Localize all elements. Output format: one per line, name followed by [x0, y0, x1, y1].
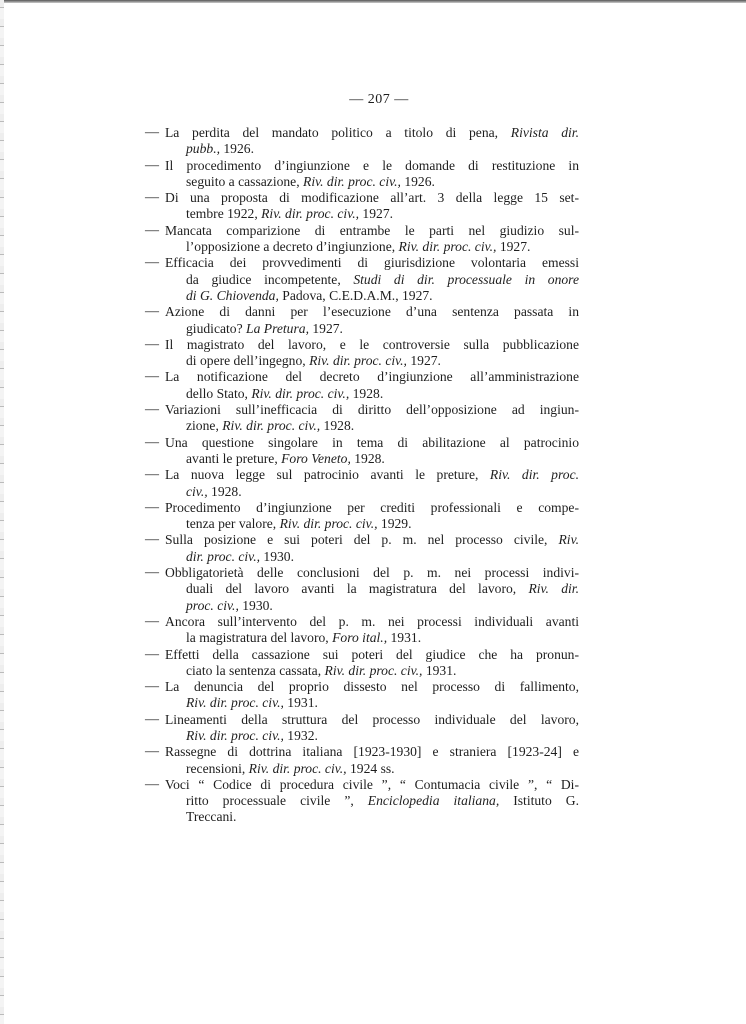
bibliography-entry [145, 158, 579, 191]
citation-source: Enciclopedia italiana, [367, 793, 500, 809]
citation-source: Riv. dir. proc. civ., [248, 760, 347, 776]
entry-text: 1932. [283, 727, 318, 743]
entry-line [186, 761, 579, 777]
bibliography-entry [145, 190, 579, 223]
entry-text: Una questione singolare in tema di abilitazione al patrocinio [165, 434, 579, 450]
bibliography-entry [145, 223, 579, 256]
entry-text: 1928. [349, 385, 384, 401]
entry-text: 1927. [308, 320, 343, 336]
entry-dash: — [145, 190, 159, 206]
citation-source: Rivista dir. [510, 125, 579, 140]
entry-text: avanti le preture, [186, 450, 282, 466]
entry-text: La nuova legge sul patrocinio avanti le preture, [165, 467, 490, 483]
entry-text: Procedimento d’ingiunzione per crediti professionali e compe- [165, 499, 579, 515]
entry-text: da giudice incompetente, [186, 271, 354, 287]
entry-line [165, 158, 579, 174]
entry-line [165, 614, 579, 630]
entry-line [165, 190, 579, 206]
entry-dash: — [145, 125, 159, 140]
entry-text: duali del lavoro avanti la magistratura del lavoro, [186, 581, 529, 597]
entry-line [165, 467, 579, 483]
entry-text: Azione di danni per l’esecuzione d’una sentenza passata in [165, 304, 579, 320]
entry-line [165, 369, 579, 385]
entry-line [165, 565, 579, 581]
entry-dash: — [145, 336, 159, 352]
entry-line [165, 532, 579, 548]
entry-line [186, 809, 579, 825]
bibliography-entry [145, 500, 579, 533]
entry-text: giudicato? [186, 320, 247, 336]
entry-text: di opere dell’ingegno, [186, 353, 310, 369]
entry-text: ritto processuale civile ”, [186, 793, 368, 809]
bibliography-entry [145, 304, 579, 337]
entry-dash: — [145, 222, 159, 238]
entry-text: Treccani. [186, 809, 237, 825]
citation-source: La Pretura, [246, 320, 309, 336]
entry-line [186, 239, 579, 255]
entry-line [186, 174, 579, 190]
citation-source: Riv. dir. proc. civ., [261, 206, 360, 222]
citation-source: Studi di dir. processuale in onore [353, 271, 579, 287]
entry-dash: — [145, 646, 159, 662]
entry-text: Il magistrato del lavoro, e le controversie sulla pubblicazione [165, 336, 579, 352]
citation-source: Riv. [558, 532, 579, 548]
entry-text: Effetti della cassazione sui poteri del giudice che ha pronun- [165, 646, 579, 662]
entry-text: tembre 1922, [186, 206, 262, 222]
bibliography-entry [145, 255, 579, 304]
entry-text: 1931. [283, 695, 318, 711]
entry-text: l’opposizione a decreto d’ingiunzione, [186, 239, 399, 255]
entry-text: Rassegne di dottrina italiana [1923-1930] e straniera [1923-24] e [165, 744, 579, 760]
entry-text: 1928. [207, 483, 242, 499]
entry-line [186, 451, 579, 467]
entry-line [186, 581, 579, 597]
entry-text: Ancora sull’intervento del p. m. nei processi individuali avanti [165, 613, 579, 629]
entry-text: seguito a cassazione, [186, 173, 304, 189]
bibliography-list [145, 125, 579, 826]
entry-dash: — [145, 613, 159, 629]
entry-dash: — [145, 402, 159, 418]
scan-top-edge [0, 0, 746, 3]
entry-line [186, 272, 579, 288]
entry-line [165, 125, 579, 141]
entry-text: Mancata comparizione di entrambe le parti nel giudizio sul- [165, 222, 579, 238]
entry-line [186, 288, 579, 304]
bibliography-entry [145, 532, 579, 565]
page-number: — 207 — [349, 92, 409, 107]
entry-text: 1927. [359, 206, 394, 222]
citation-source: Riv. dir. proc. civ., [222, 418, 321, 434]
entry-text: 1927. [406, 353, 441, 369]
entry-line [165, 223, 579, 239]
entry-line [165, 402, 579, 418]
citation-source: Riv. dir. proc. [489, 467, 579, 483]
bibliography-entry [145, 402, 579, 435]
entry-text: ciato la sentenza cassata, [186, 662, 325, 678]
citation-source: Foro Veneto, [281, 450, 351, 466]
entry-text: Variazioni sull’inefficacia di diritto dell’opposizione ad ingiun- [165, 402, 579, 418]
entry-text: recensioni, [186, 760, 249, 776]
entry-dash: — [145, 744, 159, 760]
entry-text: Di una proposta di modificazione all’art. 3 della legge 15 set- [165, 190, 579, 206]
entry-text: zione, [186, 418, 223, 434]
bibliography-entry [145, 777, 579, 826]
citation-source: civ., [186, 483, 208, 499]
entry-text: Il procedimento d’ingiunzione e le domande di restituzione in [165, 157, 579, 173]
entry-line [165, 679, 579, 695]
entry-text: 1931. [387, 630, 422, 646]
entry-line [186, 418, 579, 434]
bibliography-entry [145, 435, 579, 468]
entry-line [186, 663, 579, 679]
entry-text: Lineamenti della struttura del processo individuale del lavoro, [165, 711, 579, 727]
entry-line [186, 516, 579, 532]
entry-line [186, 695, 579, 711]
entry-text: la magistratura del lavoro, [186, 630, 333, 646]
entry-text: Istituto G. [499, 793, 579, 809]
entry-line [165, 777, 579, 793]
entry-text: 1931. [422, 662, 457, 678]
entry-text: 1930. [238, 597, 273, 613]
bibliography-entry [145, 647, 579, 680]
entry-line [186, 206, 579, 222]
citation-source: Riv. dir. proc. civ., [251, 385, 350, 401]
entry-line [186, 549, 579, 565]
entry-text: Voci “ Codice di procedura civile ”, “ Contumacia civile ”, “ Di- [165, 776, 579, 792]
bibliography-entry [145, 125, 579, 158]
entry-text: tenza per valore, [186, 516, 280, 532]
entry-dash: — [145, 255, 159, 271]
entry-line [186, 598, 579, 614]
bibliography-entry [145, 467, 579, 500]
entry-line [165, 304, 579, 320]
citation-source: Riv. dir. proc. civ., [186, 727, 284, 743]
entry-dash: — [145, 776, 159, 792]
entry-dash: — [145, 369, 159, 385]
citation-source: di G. Chiovenda, [186, 287, 279, 303]
entry-dash: — [145, 434, 159, 450]
entry-dash: — [145, 304, 159, 320]
citation-source: Riv. dir. proc. civ., [309, 353, 407, 369]
entry-text: Sulla posizione e sui poteri del p. m. nel processo civile, [165, 532, 559, 548]
entry-text: Efficacia dei provvedimenti di giurisdizione volontaria emessi [165, 255, 579, 271]
entry-line [165, 435, 579, 451]
entry-text: La perdita del mandato politico a titolo di pena, [165, 125, 511, 140]
citation-source: pubb., [186, 141, 220, 157]
entry-dash: — [145, 565, 159, 581]
bibliography-entry [145, 679, 579, 712]
entry-line [186, 353, 579, 369]
entry-dash: — [145, 679, 159, 695]
entry-text: 1928. [350, 450, 385, 466]
entry-line [186, 728, 579, 744]
entry-line [165, 337, 579, 353]
bibliography-entry [145, 565, 579, 614]
bibliography-entry [145, 369, 579, 402]
entry-line [186, 484, 579, 500]
entry-dash: — [145, 711, 159, 727]
citation-source: proc. civ., [186, 597, 239, 613]
entry-line [186, 321, 579, 337]
bibliography-entry [145, 614, 579, 647]
entry-dash: — [145, 499, 159, 515]
citation-source: Foro ital., [332, 630, 388, 646]
bibliography-entry [145, 337, 579, 370]
entry-line [165, 647, 579, 663]
scan-left-edge [0, 0, 4, 1024]
entry-text: La notificazione del decreto d’ingiunzione all’amministrazione [165, 369, 579, 385]
citation-source: Riv. dir. proc. civ., [303, 173, 401, 189]
entry-text: La denuncia del proprio dissesto nel processo di fallimento, [165, 679, 579, 695]
entry-line [186, 793, 579, 809]
citation-source: dir. proc. civ., [186, 548, 260, 564]
entry-line [165, 712, 579, 728]
bibliography-entry [145, 744, 579, 777]
entry-line [186, 386, 579, 402]
entry-text: 1930. [260, 548, 294, 564]
entry-text: 1924 ss. [346, 760, 395, 776]
entry-text: 1928. [320, 418, 355, 434]
entry-line [165, 255, 579, 271]
entry-text: dello Stato, [186, 385, 252, 401]
citation-source: Riv. dir. [528, 581, 579, 597]
citation-source: Riv. dir. proc. civ., [279, 516, 378, 532]
entry-dash: — [145, 467, 159, 483]
entry-line [186, 630, 579, 646]
entry-text: Padova, C.E.D.A.M., 1927. [278, 287, 433, 303]
entry-line [165, 500, 579, 516]
entry-text: Obbligatorietà delle conclusioni del p. m. nei processi indivi- [165, 565, 579, 581]
bibliography-entry [145, 712, 579, 745]
entry-line [186, 141, 579, 157]
citation-source: Riv. dir. proc. civ., [186, 695, 284, 711]
entry-text: 1927. [496, 239, 531, 255]
entry-line [165, 744, 579, 760]
entry-text: 1926. [400, 173, 435, 189]
entry-dash: — [145, 532, 159, 548]
citation-source: Riv. dir. proc. civ., [324, 662, 423, 678]
entry-text: 1929. [377, 516, 412, 532]
entry-dash: — [145, 157, 159, 173]
entry-text: 1926. [219, 141, 254, 157]
citation-source: Riv. dir. proc. civ., [398, 239, 497, 255]
